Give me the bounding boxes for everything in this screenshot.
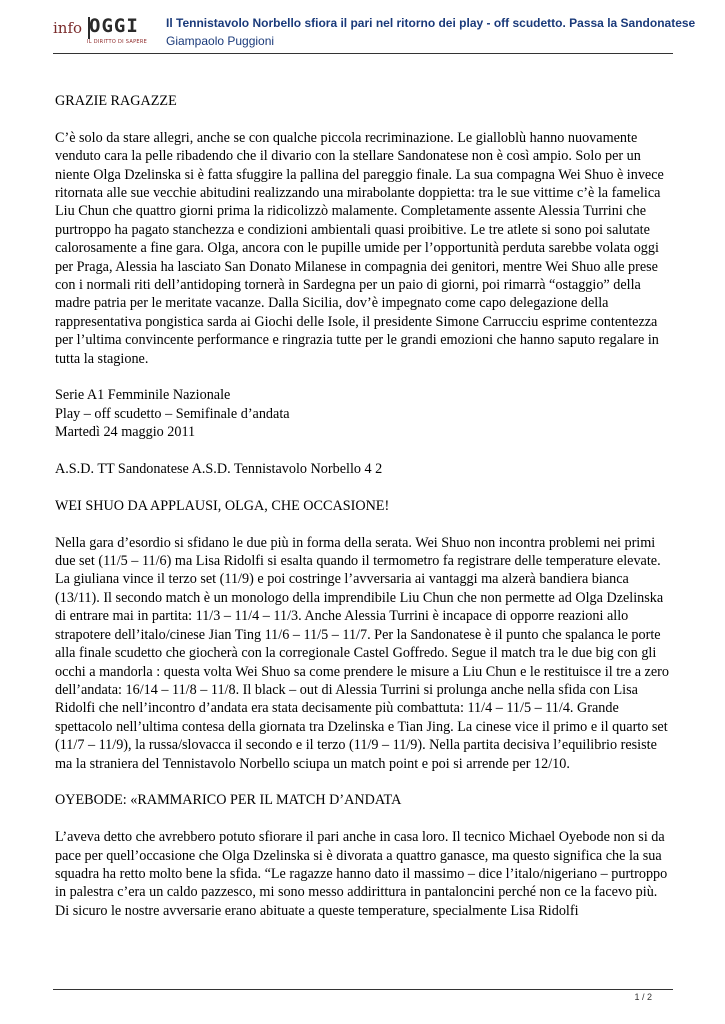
article-header-title: Il Tennistavolo Norbello sfiora il pari nel ritorno dei play - off scudetto. Passa la Sandonatese: [166, 16, 696, 30]
section-heading: WEI SHUO DA APPLAUSI, OLGA, CHE OCCASIONE!: [55, 497, 390, 514]
round-name: Play – off scudetto – Semifinale d’andata: [55, 405, 290, 422]
section-heading: OYEBODE: «RAMMARICO PER IL MATCH D’ANDATA: [55, 792, 402, 809]
match-date: Martedì 24 maggio 2011: [55, 424, 196, 441]
section-heading: GRAZIE RAGAZZE: [55, 93, 177, 109]
infooggi-logo[interactable]: [53, 15, 157, 47]
article-body: [55, 92, 670, 939]
match-score: A.S.D. TT Sandonatese A.S.D. Tennistavolo Norbello 4 2: [55, 461, 383, 478]
match-info: [55, 386, 670, 441]
article-paragraph: Nella gara d’esordio si sfidano le due più in forma della serata. Wei Shuo non incontra problemi nei primi due set (11/5 – 11/6) ma Lisa Ridolfi si esalta quando il termometro fa registrare delle temperature elevate. La giuliana vince il terzo set (11/9) e poi costringe l’avversaria ai vantaggi ma alzerà bandiera bianca (13/11). Il secondo match è un monologo della imprendibile Liu Chun che non permette ad Olga Dzelinska di entrare mai in partita: 11/3 – 11/4 – 11/3. Anche Alessia Turrini è incapace di opporre reazioni allo strapotere dell’italo/cinese Jian Ting 11/6 – 11/5 – 11/7. Per la Sandonatese è il punto che spalanca le porte alla finale scudetto che giocherà con la corregionale Castel Goffredo. Segue il match tra le due big con gli occhi a mandorla : questa volta Wei Shuo sa come prendere le misure a Liu Chun e le restituisce il tre a zero dell’andata: 16/14 – 11/8 – 11/8. Il black – out di Alessia Turrini si prolunga anche nella sfida con Lisa Ridolfi che nell’incontro d’andata era stata decisamente più combattuta: 11/4 – 11/5 – 11/4. Grande spettacolo nell’ultima contesa della giornata tra Dzelinska e Tian Jing. La cinese vice il primo e il quarto set (11/7 – 11/9), la russa/slovacca il secondo e il terzo (11/9 – 11/9). Nella partita decisiva l’equilibrio resiste ma la straniera del Tennistavolo Norbello sciupa un match point e poi si arrende per 12/10.: [55, 534, 669, 772]
article-paragraph: L’aveva detto che avrebbero potuto sfiorare il pari anche in casa loro. Il tecnico Michael Oyebode non si da pace per quell’occasione che Olga Dzelinska si è divorata a quattro ganasce, ma questo significa che la sua squadra ha retto molto bene la sfida. “Le ragazze hanno dato il massimo – dice l’italo/nigeriano – purtroppo in palestra c’era un caldo pazzesco, mi sono messo addirittura in pantaloncini perché non ce la facevo più. Di sicuro le nostre avversarie erano abituate a queste temperature, specialmente Lisa Ridolfi: [55, 829, 668, 919]
page-header: [0, 0, 725, 58]
logo-info-text: info: [53, 19, 83, 37]
footer-divider: [53, 989, 673, 990]
page-number: 1 / 2: [634, 992, 652, 1002]
article-paragraph: C’è solo da stare allegri, anche se con qualche piccola recriminazione. Le gialloblù hanno nuovamente venduto cara la pelle ribadendo che il divario con la stellare Sandonatese non è così ampio. Solo per un niente Olga Dzelinska si è fatta sfuggire la pallina del pareggio finale. La sua compagna Wei Shuo è invece ritornata alle sue vecchie abitudini realizzando una mirabolante doppietta: tra le sue vittime c’è la famelica Liu Chun che quattro giorni prima la ridicolizzò malamente. Completamente assente Alessia Turrini che purtroppo ha pagato stanchezza e condizioni ambientali quasi proibitive. Le tre atlete si sono poi salutate calorosamente a fine gara. Olga, ancora con le pupille umide per l’opportunità perduta sarebbe volata oggi per Praga, Alessia ha lasciato San Donato Milanese in compagnia dei genitori, mentre Wei Shuo alle prese con i normali riti dell’antidoping tornerà in Sardegna per un paio di giorni, poi rimarrà “ostaggio” della madre patria per le meritate vacanze. Dalla Sicilia, dov’è impegnato come capo delegazione della rappresentativa pongistica sarda ai Giochi delle Isole, il presidente Simone Carrucciu esprime contentezza per l’ultima convincente performance e ringrazia tutte per le grandi emozioni che hanno saputo regalare in tutta la stagione.: [55, 129, 664, 367]
article-author: Giampaolo Puggioni: [166, 34, 275, 48]
logo-oggi-text: OGGI: [89, 15, 139, 37]
header-divider: [53, 53, 673, 54]
league-name: Serie A1 Femminile Nazionale: [55, 387, 231, 404]
logo-tagline: IL DIRITTO DI SAPERE: [87, 39, 148, 45]
